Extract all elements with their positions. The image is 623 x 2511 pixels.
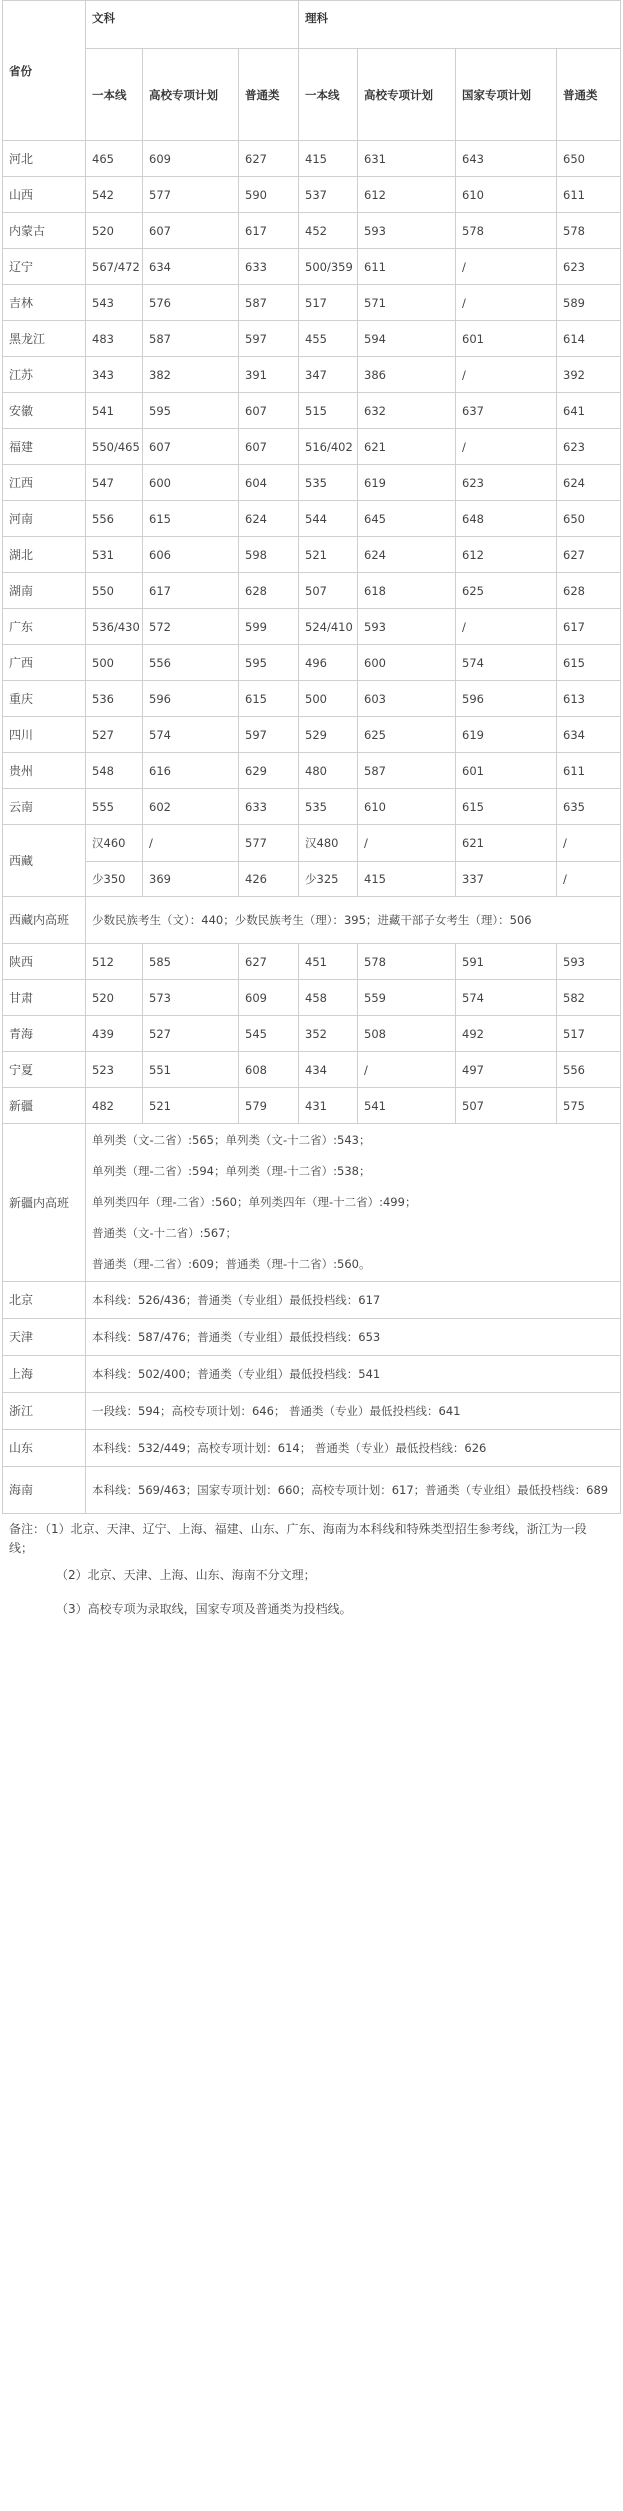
province-cell: 北京 bbox=[3, 1282, 86, 1319]
score-cell: 599 bbox=[239, 609, 299, 645]
province-cell: 甘肃 bbox=[3, 980, 86, 1016]
header-col: 一本线 bbox=[299, 49, 358, 141]
score-cell: 352 bbox=[299, 1016, 358, 1052]
score-cell: 596 bbox=[456, 681, 557, 717]
province-cell: 西藏内高班 bbox=[3, 897, 86, 944]
score-cell: / bbox=[456, 357, 557, 393]
score-cell: 550 bbox=[86, 573, 143, 609]
score-cell: 337 bbox=[456, 862, 557, 897]
score-cell: 608 bbox=[239, 1052, 299, 1088]
score-cell: 614 bbox=[557, 321, 621, 357]
province-cell: 山东 bbox=[3, 1430, 86, 1467]
table-row bbox=[3, 753, 621, 789]
span-cell: 本科线：532/449；高校专项计划：614； 普通类（专业）最低投档线：626 bbox=[86, 1430, 621, 1467]
score-cell: 434 bbox=[299, 1052, 358, 1088]
score-cell: 623 bbox=[557, 249, 621, 285]
score-cell: 545 bbox=[239, 1016, 299, 1052]
header-province: 省份 bbox=[3, 1, 86, 141]
score-cell: 579 bbox=[239, 1088, 299, 1124]
score-cell: 523 bbox=[86, 1052, 143, 1088]
table-row bbox=[3, 1016, 621, 1052]
score-cell: 531 bbox=[86, 537, 143, 573]
score-cell: 650 bbox=[557, 501, 621, 537]
header-col: 高校专项计划 bbox=[143, 49, 239, 141]
score-cell: 512 bbox=[86, 944, 143, 980]
score-cell: 634 bbox=[143, 249, 239, 285]
score-cell: 598 bbox=[239, 537, 299, 573]
table-row bbox=[3, 1088, 621, 1124]
score-cell: 480 bbox=[299, 753, 358, 789]
score-cell: 496 bbox=[299, 645, 358, 681]
score-cell: 483 bbox=[86, 321, 143, 357]
score-cell: 612 bbox=[456, 537, 557, 573]
score-cell: 543 bbox=[86, 285, 143, 321]
score-cell: 382 bbox=[143, 357, 239, 393]
score-cell: 458 bbox=[299, 980, 358, 1016]
score-cell: / bbox=[358, 825, 456, 862]
score-cell: 650 bbox=[557, 141, 621, 177]
score-cell: 604 bbox=[239, 465, 299, 501]
score-cell: 573 bbox=[143, 980, 239, 1016]
score-cell: 369 bbox=[143, 862, 239, 897]
score-cell: 593 bbox=[358, 213, 456, 249]
score-cell: 601 bbox=[456, 753, 557, 789]
province-cell: 辽宁 bbox=[3, 249, 86, 285]
score-cell: 607 bbox=[143, 429, 239, 465]
score-cell: 589 bbox=[557, 285, 621, 321]
score-cell: 578 bbox=[358, 944, 456, 980]
table-row bbox=[3, 980, 621, 1016]
score-cell: 597 bbox=[239, 717, 299, 753]
score-cell: 507 bbox=[299, 573, 358, 609]
score-cell: 611 bbox=[358, 249, 456, 285]
province-cell: 广东 bbox=[3, 609, 86, 645]
score-cell: 521 bbox=[299, 537, 358, 573]
score-cell: 451 bbox=[299, 944, 358, 980]
table-row bbox=[3, 944, 621, 980]
score-cell: 516/402 bbox=[299, 429, 358, 465]
score-cell: 507 bbox=[456, 1088, 557, 1124]
score-cell: 594 bbox=[358, 321, 456, 357]
score-cell: 587 bbox=[239, 285, 299, 321]
score-cell: 612 bbox=[358, 177, 456, 213]
score-cell: 577 bbox=[239, 825, 299, 862]
province-cell: 黑龙江 bbox=[3, 321, 86, 357]
score-cell: 544 bbox=[299, 501, 358, 537]
score-cell: 455 bbox=[299, 321, 358, 357]
xinjiang-class-line: 普通类（文-十二省）:567； bbox=[92, 1226, 237, 1240]
province-cell: 新疆内高班 bbox=[3, 1124, 86, 1282]
score-cell: 587 bbox=[358, 753, 456, 789]
xinjiang-class-cell bbox=[86, 1124, 621, 1282]
score-cell: 347 bbox=[299, 357, 358, 393]
score-cell: 610 bbox=[358, 789, 456, 825]
header-col: 高校专项计划 bbox=[358, 49, 456, 141]
score-cell: 547 bbox=[86, 465, 143, 501]
score-cell: / bbox=[456, 609, 557, 645]
score-cell: 616 bbox=[143, 753, 239, 789]
score-cell: 529 bbox=[299, 717, 358, 753]
province-cell: 重庆 bbox=[3, 681, 86, 717]
score-cell: 492 bbox=[456, 1016, 557, 1052]
score-cell: 625 bbox=[358, 717, 456, 753]
score-cell: 632 bbox=[358, 393, 456, 429]
province-cell: 青海 bbox=[3, 1016, 86, 1052]
score-cell: / bbox=[557, 825, 621, 862]
score-cell: 574 bbox=[456, 645, 557, 681]
score-cell: 391 bbox=[239, 357, 299, 393]
score-cell: / bbox=[557, 862, 621, 897]
score-cell: 497 bbox=[456, 1052, 557, 1088]
province-cell: 上海 bbox=[3, 1356, 86, 1393]
score-cell: 524/410 bbox=[299, 609, 358, 645]
table-row bbox=[3, 717, 621, 753]
table-row bbox=[3, 1319, 621, 1356]
score-cell: 548 bbox=[86, 753, 143, 789]
score-cell: 621 bbox=[456, 825, 557, 862]
score-cell: 541 bbox=[86, 393, 143, 429]
score-cell: 567/472 bbox=[86, 249, 143, 285]
score-cell: 465 bbox=[86, 141, 143, 177]
province-cell: 山西 bbox=[3, 177, 86, 213]
score-cell: 607 bbox=[143, 213, 239, 249]
score-cell: 591 bbox=[456, 944, 557, 980]
admission-score-table bbox=[2, 0, 621, 1514]
score-cell: 585 bbox=[143, 944, 239, 980]
score-cell: / bbox=[456, 249, 557, 285]
header-wenke: 文科 bbox=[86, 1, 299, 49]
score-cell: 593 bbox=[358, 609, 456, 645]
score-cell: 629 bbox=[239, 753, 299, 789]
score-cell: / bbox=[143, 825, 239, 862]
score-cell: 536 bbox=[86, 681, 143, 717]
span-cell: 一段线：594；高校专项计划：646； 普通类（专业）最低投档线：641 bbox=[86, 1393, 621, 1430]
province-cell: 湖北 bbox=[3, 537, 86, 573]
table-row bbox=[3, 825, 621, 862]
score-cell: 635 bbox=[557, 789, 621, 825]
note-3: （3）高校专项为录取线，国家专项及普通类为投档线。 bbox=[56, 1602, 352, 1616]
score-cell: 439 bbox=[86, 1016, 143, 1052]
table-row bbox=[3, 429, 621, 465]
score-cell: 595 bbox=[239, 645, 299, 681]
score-cell: 578 bbox=[557, 213, 621, 249]
province-cell: 河南 bbox=[3, 501, 86, 537]
score-cell: 607 bbox=[239, 429, 299, 465]
province-cell: 吉林 bbox=[3, 285, 86, 321]
score-cell: 611 bbox=[557, 177, 621, 213]
score-cell: 603 bbox=[358, 681, 456, 717]
header-col: 普通类 bbox=[239, 49, 299, 141]
province-cell: 江西 bbox=[3, 465, 86, 501]
score-cell: 600 bbox=[358, 645, 456, 681]
score-cell: 628 bbox=[557, 573, 621, 609]
span-cell: 本科线：526/436；普通类（专业组）最低投档线：617 bbox=[86, 1282, 621, 1319]
score-cell: 500 bbox=[86, 645, 143, 681]
province-cell: 福建 bbox=[3, 429, 86, 465]
score-cell: 602 bbox=[143, 789, 239, 825]
score-cell: 541 bbox=[358, 1088, 456, 1124]
score-cell: 623 bbox=[557, 429, 621, 465]
table-row bbox=[3, 537, 621, 573]
score-cell: 615 bbox=[557, 645, 621, 681]
table-row bbox=[3, 249, 621, 285]
province-cell: 新疆 bbox=[3, 1088, 86, 1124]
score-cell: 555 bbox=[86, 789, 143, 825]
score-cell: 515 bbox=[299, 393, 358, 429]
score-cell: 624 bbox=[557, 465, 621, 501]
score-cell: 527 bbox=[143, 1016, 239, 1052]
score-cell: 615 bbox=[143, 501, 239, 537]
score-cell: / bbox=[456, 285, 557, 321]
score-cell: 452 bbox=[299, 213, 358, 249]
table-row bbox=[3, 357, 621, 393]
score-cell: 641 bbox=[557, 393, 621, 429]
xinjiang-class-line: 单列类（文-二省）:565；单列类（文-十二省）:543； bbox=[92, 1133, 371, 1147]
xinjiang-class-line: 普通类（理-二省）:609；普通类（理-十二省）:560。 bbox=[92, 1257, 371, 1271]
score-cell: 618 bbox=[358, 573, 456, 609]
province-cell: 河北 bbox=[3, 141, 86, 177]
span-cell: 本科线：587/476；普通类（专业组）最低投档线：653 bbox=[86, 1319, 621, 1356]
score-cell: 550/465 bbox=[86, 429, 143, 465]
score-cell: 574 bbox=[143, 717, 239, 753]
score-cell: 617 bbox=[239, 213, 299, 249]
score-cell: 625 bbox=[456, 573, 557, 609]
table-row bbox=[3, 609, 621, 645]
table-row bbox=[3, 789, 621, 825]
province-cell: 广西 bbox=[3, 645, 86, 681]
span-cell: 本科线：502/400；普通类（专业组）最低投档线：541 bbox=[86, 1356, 621, 1393]
header-col: 国家专项计划 bbox=[456, 49, 557, 141]
table-row bbox=[3, 141, 621, 177]
score-cell: 500 bbox=[299, 681, 358, 717]
score-cell: 572 bbox=[143, 609, 239, 645]
score-cell: 596 bbox=[143, 681, 239, 717]
table-row bbox=[3, 465, 621, 501]
score-cell: 520 bbox=[86, 980, 143, 1016]
score-cell: 633 bbox=[239, 789, 299, 825]
score-cell: 619 bbox=[358, 465, 456, 501]
span-cell: 少数民族考生（文）：440；少数民族考生（理）：395；进藏干部子女考生（理）：506 bbox=[86, 897, 621, 944]
note-2: （2）北京、天津、上海、山东、海南不分文理； bbox=[56, 1568, 316, 1582]
score-cell: 426 bbox=[239, 862, 299, 897]
score-cell: 624 bbox=[358, 537, 456, 573]
score-cell: 汉460 bbox=[86, 825, 143, 862]
score-cell: 535 bbox=[299, 789, 358, 825]
score-cell: 615 bbox=[456, 789, 557, 825]
score-cell: 617 bbox=[143, 573, 239, 609]
score-cell: 556 bbox=[86, 501, 143, 537]
score-cell: 520 bbox=[86, 213, 143, 249]
score-cell: 542 bbox=[86, 177, 143, 213]
score-cell: 527 bbox=[86, 717, 143, 753]
score-cell: 610 bbox=[456, 177, 557, 213]
score-cell: 606 bbox=[143, 537, 239, 573]
score-cell: 593 bbox=[557, 944, 621, 980]
score-cell: 607 bbox=[239, 393, 299, 429]
table-row bbox=[3, 285, 621, 321]
score-cell: 613 bbox=[557, 681, 621, 717]
header-like: 理科 bbox=[299, 1, 621, 49]
score-cell: 631 bbox=[358, 141, 456, 177]
province-cell: 贵州 bbox=[3, 753, 86, 789]
score-cell: 590 bbox=[239, 177, 299, 213]
score-cell: 597 bbox=[239, 321, 299, 357]
score-cell: 648 bbox=[456, 501, 557, 537]
score-cell: 600 bbox=[143, 465, 239, 501]
score-cell: 617 bbox=[557, 609, 621, 645]
province-cell: 海南 bbox=[3, 1467, 86, 1514]
xinjiang-class-line: 单列类四年（理-二省）:560；单列类四年（理-十二省）:499； bbox=[92, 1195, 417, 1209]
score-cell: 343 bbox=[86, 357, 143, 393]
score-cell: 623 bbox=[456, 465, 557, 501]
note-1: 备注：（1）北京、天津、辽宁、上海、福建、山东、广东、海南为本科线和特殊类型招生参考线，浙江为一段线； bbox=[9, 1522, 587, 1555]
score-cell: 508 bbox=[358, 1016, 456, 1052]
province-cell: 陕西 bbox=[3, 944, 86, 980]
table-body bbox=[3, 1, 621, 1514]
score-cell: 621 bbox=[358, 429, 456, 465]
table-row bbox=[3, 501, 621, 537]
score-cell: 627 bbox=[239, 141, 299, 177]
province-cell: 江苏 bbox=[3, 357, 86, 393]
score-cell: 482 bbox=[86, 1088, 143, 1124]
score-cell: 582 bbox=[557, 980, 621, 1016]
score-cell: 595 bbox=[143, 393, 239, 429]
province-cell: 内蒙古 bbox=[3, 213, 86, 249]
score-cell: 500/359 bbox=[299, 249, 358, 285]
score-cell: 415 bbox=[299, 141, 358, 177]
score-cell: 551 bbox=[143, 1052, 239, 1088]
score-cell: 392 bbox=[557, 357, 621, 393]
table-row bbox=[3, 897, 621, 944]
table-row bbox=[3, 1467, 621, 1514]
province-cell: 四川 bbox=[3, 717, 86, 753]
span-cell: 本科线：569/463；国家专项计划：660；高校专项计划：617；普通类（专业组）最低投档线：689 bbox=[86, 1467, 621, 1514]
score-cell: 少350 bbox=[86, 862, 143, 897]
score-cell: 645 bbox=[358, 501, 456, 537]
score-cell: 574 bbox=[456, 980, 557, 1016]
score-cell: 576 bbox=[143, 285, 239, 321]
header-col: 一本线 bbox=[86, 49, 143, 141]
score-cell: 571 bbox=[358, 285, 456, 321]
score-cell: 609 bbox=[239, 980, 299, 1016]
header-col: 普通类 bbox=[557, 49, 621, 141]
score-cell: 517 bbox=[557, 1016, 621, 1052]
score-cell: 556 bbox=[143, 645, 239, 681]
score-cell: 575 bbox=[557, 1088, 621, 1124]
score-cell: 386 bbox=[358, 357, 456, 393]
score-cell: 627 bbox=[239, 944, 299, 980]
score-cell: 619 bbox=[456, 717, 557, 753]
score-cell: 615 bbox=[239, 681, 299, 717]
table-row bbox=[3, 1052, 621, 1088]
score-cell: 634 bbox=[557, 717, 621, 753]
score-cell: 汉480 bbox=[299, 825, 358, 862]
score-cell: 431 bbox=[299, 1088, 358, 1124]
table-row bbox=[3, 1124, 621, 1282]
score-cell: 609 bbox=[143, 141, 239, 177]
province-cell: 安徽 bbox=[3, 393, 86, 429]
table-row bbox=[3, 1430, 621, 1467]
table-row bbox=[3, 321, 621, 357]
province-cell: 宁夏 bbox=[3, 1052, 86, 1088]
score-cell: 少325 bbox=[299, 862, 358, 897]
score-cell: 578 bbox=[456, 213, 557, 249]
table-row bbox=[3, 645, 621, 681]
score-cell: 587 bbox=[143, 321, 239, 357]
table-row bbox=[3, 177, 621, 213]
table-row bbox=[3, 573, 621, 609]
table-row bbox=[3, 213, 621, 249]
score-cell: 627 bbox=[557, 537, 621, 573]
table-row bbox=[3, 1393, 621, 1430]
score-cell: / bbox=[456, 429, 557, 465]
table-row bbox=[3, 1282, 621, 1319]
province-cell: 云南 bbox=[3, 789, 86, 825]
score-cell: / bbox=[358, 1052, 456, 1088]
province-cell: 湖南 bbox=[3, 573, 86, 609]
province-cell: 浙江 bbox=[3, 1393, 86, 1430]
score-cell: 577 bbox=[143, 177, 239, 213]
score-cell: 637 bbox=[456, 393, 557, 429]
table-row bbox=[3, 862, 621, 897]
province-cell: 天津 bbox=[3, 1319, 86, 1356]
score-cell: 537 bbox=[299, 177, 358, 213]
score-cell: 633 bbox=[239, 249, 299, 285]
score-cell: 643 bbox=[456, 141, 557, 177]
xinjiang-class-line: 单列类（理-二省）:594；单列类（理-十二省）:538； bbox=[92, 1164, 371, 1178]
score-cell: 556 bbox=[557, 1052, 621, 1088]
score-cell: 559 bbox=[358, 980, 456, 1016]
table-row bbox=[3, 1356, 621, 1393]
score-cell: 601 bbox=[456, 321, 557, 357]
province-cell: 西藏 bbox=[3, 825, 86, 897]
score-cell: 611 bbox=[557, 753, 621, 789]
score-cell: 521 bbox=[143, 1088, 239, 1124]
table-row bbox=[3, 681, 621, 717]
score-cell: 535 bbox=[299, 465, 358, 501]
score-cell: 536/430 bbox=[86, 609, 143, 645]
table-row bbox=[3, 393, 621, 429]
score-cell: 517 bbox=[299, 285, 358, 321]
score-cell: 415 bbox=[358, 862, 456, 897]
score-cell: 628 bbox=[239, 573, 299, 609]
score-cell: 624 bbox=[239, 501, 299, 537]
